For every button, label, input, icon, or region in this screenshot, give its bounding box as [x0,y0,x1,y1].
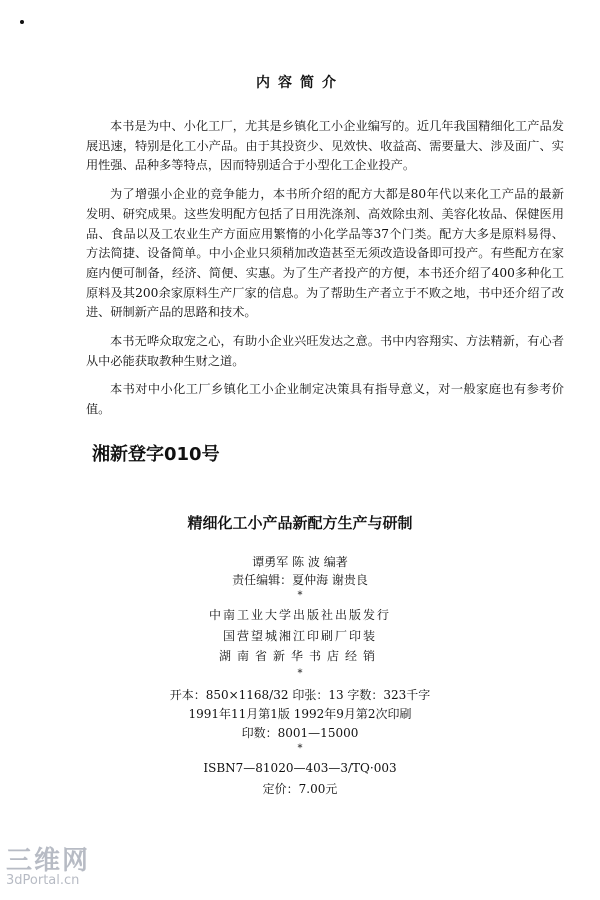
watermark-logo [6,848,90,888]
isbn: ISBN7—81020—403—3/TQ·003 [203,761,397,775]
separator-2: * [297,668,303,679]
printer: 国营望城湘江印刷厂印装 [222,629,377,643]
format-info: 开本：850×1168/32 印张：13 字数：323千字 [169,688,431,702]
edition-info: 1991年11月第1版 1992年9月第2次印刷 [188,707,412,721]
watermark-cn: 三维网 [6,846,91,876]
editors: 责任编辑：夏仲海 谢贵良 [232,573,368,587]
authors: 谭勇军 陈 波 编著 [252,555,348,569]
summary-body [86,117,564,420]
separator-3: * [297,743,303,754]
separator-1: * [297,590,303,601]
watermark-en: 3dPortal.cn [6,873,80,888]
scan-dot [20,20,24,24]
print-run: 印数：8001—15000 [241,726,359,740]
publisher: 中南工业大学出版社出版发行 [208,608,391,622]
summary-paragraph-3: 本书无哗众取宠之心，有助小企业兴旺发达之意。书中内容翔实、方法精新，有心者从中必能获取教种生财之道。 [86,334,564,368]
summary-paragraph-4: 本书对中小化工厂乡镇化工小企业制定决策具有指导意义，对一般家庭也有参考价值。 [86,382,564,417]
summary-paragraph-2: 为了增强小企业的竞争能力，本书所介绍的配方大都是80年代以来化工产品的最新发明、研究成果。这些发明配方包括了日用洗涤剂、高效除虫剂、美容化妆品、保健医用品、食品以及工农业生产方面应用繁惰的小化学品等37个门类。配方大多是原料易得、方法简捷、设备简单。中小企业只须稍加改造甚至无须改造设备即可投产。有些配方在家庭内便可制备，经济、简便、实惠。为了生产者投产的方便，本书还介绍了400多种化工原料及其200余家原料生产厂家的信息。为了帮助生产者立于不败之地，书中还介绍了改进、研制新产品的思路和技术。 [86,187,564,320]
summary-heading: 内容简介 [256,75,344,91]
summary-paragraph-1: 本书是为中、小化工厂，尤其是乡镇化工小企业编写的。近几年我国精细化工产品发展迅速，特别是化工小产品。由于其投资少、见效快、收益高、需要量大、涉及面广、实用性强、品种多等特点，因而特别适合于小型化工企业投产。 [86,119,564,173]
book-title: 精细化工小产品新配方生产与研制 [187,514,413,532]
registration-number: 湘新登字010号 [92,444,220,465]
distributor: 湖南省新华书店经销 [218,649,381,663]
price: 定价：7.00元 [262,782,338,796]
